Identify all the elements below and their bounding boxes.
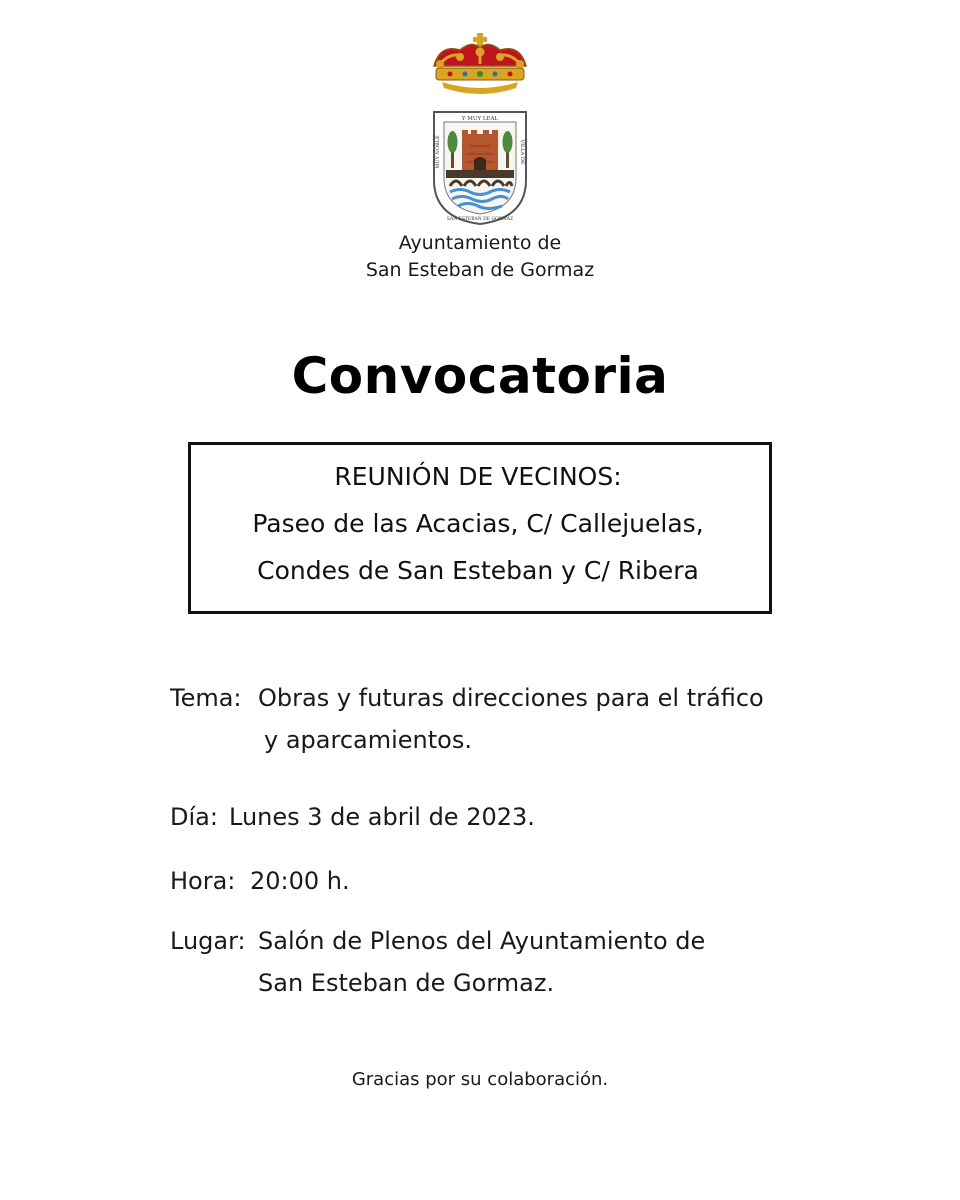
svg-text:VILLA DE: VILLA DE — [519, 139, 525, 165]
svg-text:MUY NOBLE: MUY NOBLE — [435, 135, 441, 169]
tema-value-line2: y aparcamientos. — [264, 726, 472, 754]
thanks-note: Gracias por su colaboración. — [351, 1069, 609, 1090]
meeting-streets-line2: Condes de San Esteban y C/ Ribera — [257, 556, 699, 585]
organization-name-line2: San Esteban de Gormaz — [365, 259, 595, 281]
hora-label: Hora: — [170, 867, 236, 895]
lugar-label: Lugar: — [170, 927, 246, 955]
page-title: Convocatoria — [291, 347, 669, 405]
shield-icon — [434, 112, 526, 224]
tema-label: Tema: — [170, 684, 242, 712]
organization-name-line1: Ayuntamiento de — [398, 232, 562, 254]
meeting-heading: REUNIÓN DE VECINOS: — [334, 462, 622, 491]
lugar-value-line1: Salón de Plenos del Ayuntamiento de — [258, 927, 706, 955]
crown-icon — [434, 33, 526, 94]
dia-label: Día: — [170, 803, 218, 831]
svg-text:SAN ESTEBAN DE GORMAZ: SAN ESTEBAN DE GORMAZ — [446, 217, 514, 222]
svg-text:Y MUY LEAL: Y MUY LEAL — [461, 116, 499, 122]
hora-value: 20:00 h. — [250, 867, 350, 895]
coat-of-arms-icon — [420, 30, 540, 230]
tema-value-line1: Obras y futuras direcciones para el tráfico — [258, 684, 764, 712]
meeting-streets-line1: Paseo de las Acacias, C/ Callejuelas, — [252, 509, 704, 538]
dia-value: Lunes 3 de abril de 2023. — [229, 803, 535, 831]
lugar-value-line2: San Esteban de Gormaz. — [258, 969, 555, 997]
